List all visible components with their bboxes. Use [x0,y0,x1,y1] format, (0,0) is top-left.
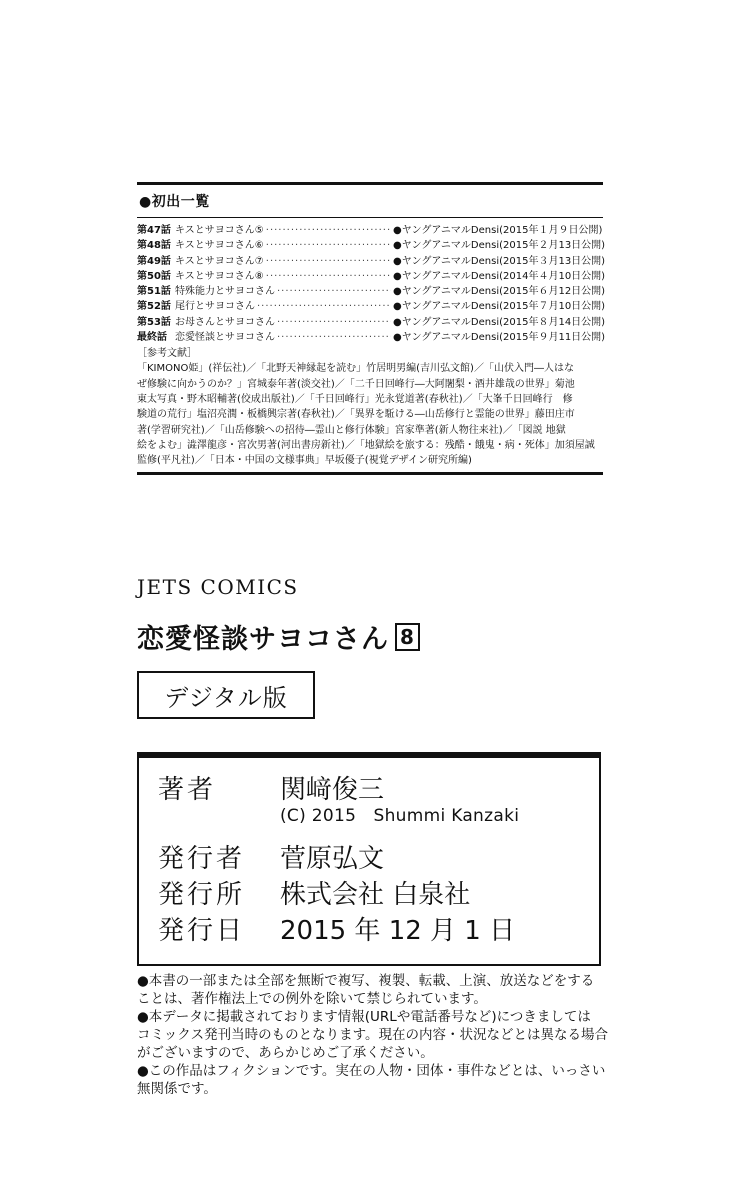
author-name: 関﨑俊三 [280,775,385,805]
leader-dots [277,330,391,345]
imprint-label: JETS COMICS [137,575,299,599]
episode-publication: ●ヤングアニマルDensi(2015年２月13日公開) [393,240,606,252]
note-line: 無関係です。 [137,1081,217,1097]
date-label: 発行日 [158,916,246,946]
episode-row [137,299,606,314]
episode-row [137,284,606,299]
episode-publication: ●ヤングアニマルDensi(2015年３月13日公開) [393,255,606,267]
episode-number: 第48話 [137,240,171,252]
episode-title: 特殊能力とサヨコさん [175,286,275,298]
leader-dots [277,315,391,330]
first-appearance-section [137,182,606,475]
reference-line: 「KIMONO姫」(祥伝社)／「北野天神縁起を読む」竹居明男編(吉川弘文館)／「山伏入門―人はな [137,363,574,375]
episode-number: 最終話 [137,332,167,344]
reference-line: ぜ修験に向かうのか？」宮城泰年著(淡交社)／「二千日回峰行―大阿闍梨・酒井雄哉の世界」菊池 [137,378,575,390]
reference-line: 東太写真・野木昭輔著(佼成出版社)／「千日回峰行」光永覚道著(春秋社)／「大峯千日回峰行 修 [137,393,573,405]
note-line: がございますので、あらかじめご了承ください。 [137,1045,434,1061]
episode-number: 第53話 [137,316,171,328]
episode-publication: ●ヤングアニマルDensi(2015年７月10日公開) [393,301,606,313]
episode-row [137,238,606,253]
leader-dots [266,238,391,253]
publisher-label: 発行者 [158,844,246,874]
episode-row [137,269,606,284]
company-label: 発行所 [158,880,246,910]
leader-dots [266,269,391,284]
reference-line: 著(学習研究社)／「山岳修験への招待―霊山と修行体験」宮家準著(新人物往来社)／「図説 地獄 [137,424,566,436]
leader-dots [266,254,391,269]
note-line: コミックス発刊当時のものとなります。現在の内容・状況などとは異なる場合 [137,1027,609,1043]
episode-title: お母さんとサヨコさん [175,316,275,328]
episode-title: キスとサヨコさん⑥ [175,240,264,252]
episode-title: キスとサヨコさん⑦ [175,255,264,267]
edition-box [137,671,315,719]
note-line: ●本データに掲載されております情報(URLや電話番号など)につきましては [137,1009,591,1025]
episode-row [137,254,606,269]
publisher-name: 菅原弘文 [280,844,385,874]
episode-publication: ●ヤングアニマルDensi(2015年８月14日公開) [393,316,606,328]
note-line: ことは、著作権法上での例外を除いて禁じられています。 [137,991,487,1007]
legal-notes [137,972,607,1098]
company-name: 株式会社 白泉社 [280,880,471,910]
section-top-rule [137,182,603,185]
note-line: ●この作品はフィクションです。実在の人物・団体・事件などとは、いっさい [137,1063,606,1079]
episode-list [137,223,606,345]
book-title-line [137,617,420,656]
note-line: ●本書の一部または全部を無断で複写、複製、転載、上演、放送などをする [137,973,595,989]
credits-box [137,752,601,966]
author-label: 著者 [158,775,217,805]
reference-line: 験道の荒行」塩沼亮潤・板橋興宗著(春秋社)／「異界を駈ける―山岳修行と霊能の世界」藤田庄市 [137,409,575,421]
episode-publication: ●ヤングアニマルDensi(2015年６月12日公開) [393,286,606,298]
reference-line: 監修(平凡社)／「日本・中国の文様事典」早坂優子(視覚デザイン研究所編) [137,455,472,467]
episode-number: 第52話 [137,301,171,313]
episode-title: キスとサヨコさん⑤ [175,225,264,236]
section-heading: ●初出一覧 [139,194,210,210]
episode-title: 尾行とサヨコさん [175,301,255,313]
leader-dots [257,299,391,314]
leader-dots [266,223,391,238]
episode-title: キスとサヨコさん⑧ [175,270,264,282]
episode-row [137,330,606,345]
volume-number: 8 [395,623,420,651]
copyright-line: (C) 2015 Shummi Kanzaki [280,806,520,826]
episode-title: 恋愛怪談とサヨコさん [175,332,275,344]
episode-publication: ●ヤングアニマルDensi(2015年１月９日公開) [393,225,603,236]
leader-dots [277,284,391,299]
section-bottom-rule [137,472,603,475]
episode-number: 第47話 [137,225,171,236]
publication-date: 2015 年 12 月 1 日 [280,916,516,946]
references-list [137,361,603,468]
episode-publication: ●ヤングアニマルDensi(2014年４月10日公開) [393,270,606,282]
references-label: ［参考文献］ [137,348,197,360]
episode-publication: ●ヤングアニマルDensi(2015年９月11日公開) [393,332,606,344]
episode-row [137,223,603,238]
episode-number: 第49話 [137,255,171,267]
book-title: 恋愛怪談サヨコさん [137,624,389,655]
episode-number: 第50話 [137,270,171,282]
edition-label: デジタル版 [164,683,288,712]
heading-rule [137,217,603,218]
episode-row [137,315,606,330]
episode-number: 第51話 [137,286,171,298]
reference-line: 絵をよむ」澁澤龍彦・宮次男著(河出書房新社)／「地獄絵を旅する：残酷・餓鬼・病・死体」加須屋誠 [137,439,595,451]
